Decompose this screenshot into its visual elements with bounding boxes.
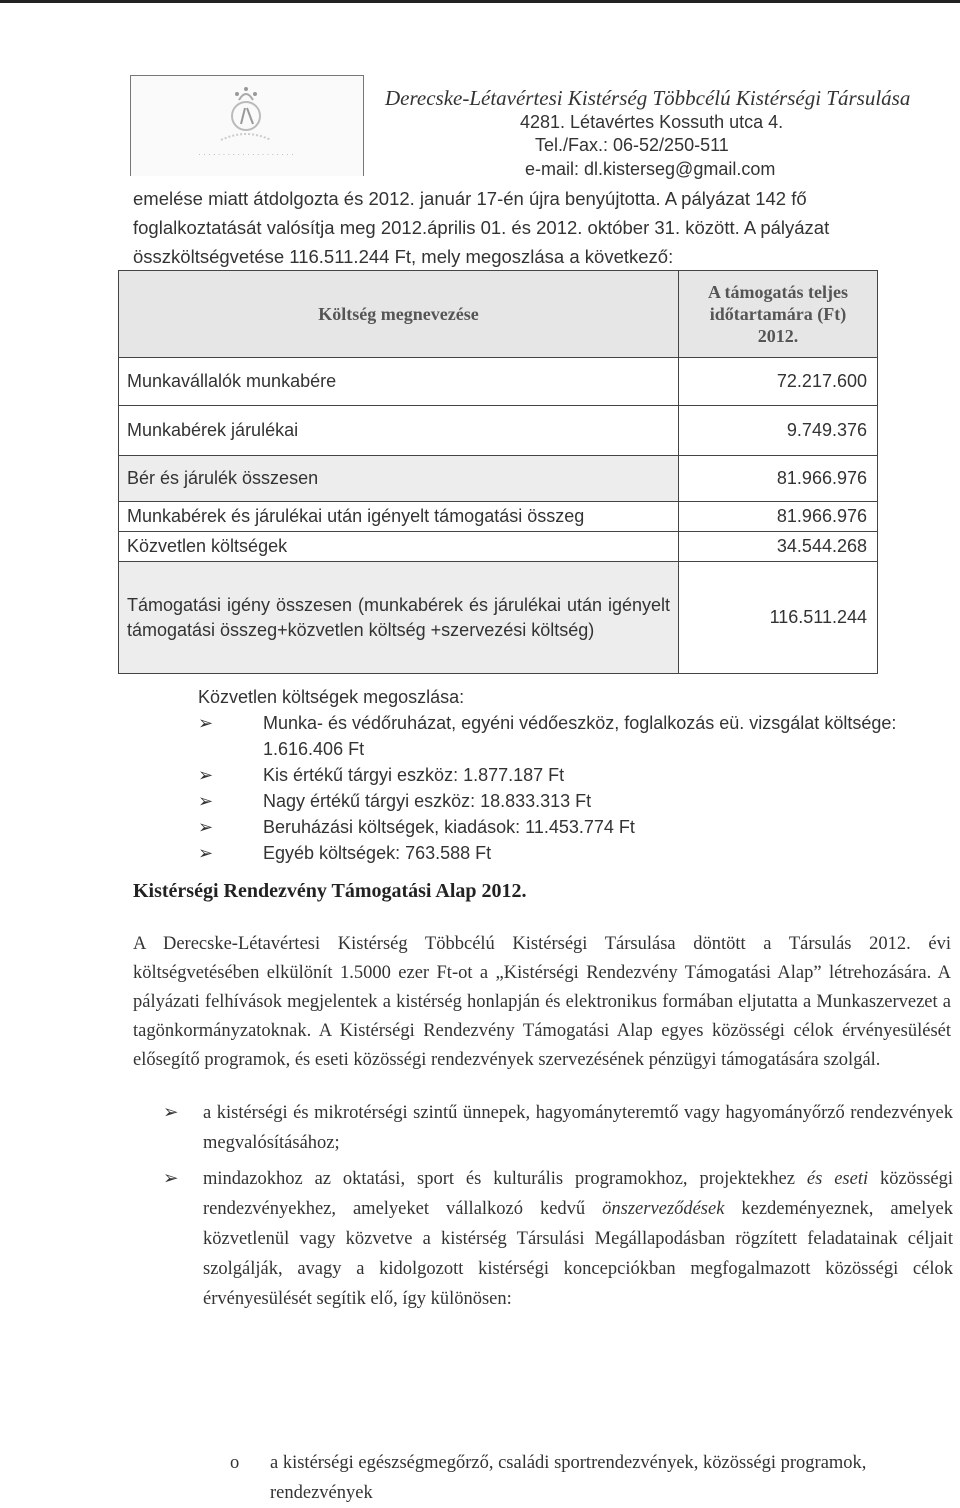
body-paragraph: A Derecske-Létavértesi Kistérség Többcélú Kistérségi Társulása döntött a Társulás 2012. évi költségvetésében elkülönít 1.5000 ezer Ft-ot a „Kistérségi Rendezvény Támogatási Alap” létrehozására. A pályázati felhívások megjelentek a kistérség honlapján és elektronikus formában eljutatta a Munkaszervezet a tagönkormányzatoknak. A Kistérségi Rendezvény Támogatási Alap egyes közösségi célok érvényesülését elősegítő programok, és eseti közösségi rendezvények szervezésének pénzügyi támogatására szolgál. [133, 934, 951, 1070]
list-item-text: Munka- és védőruházat, egyéni védőeszköz, foglalkozás eü. vizsgálat költsége: 1.616.406 Ft [263, 713, 897, 759]
table-header-row [119, 271, 878, 358]
list-item-text: Nagy értékű tárgyi eszköz: 18.833.313 Ft [263, 791, 592, 811]
period-header-line2: időtartamára (Ft) [709, 304, 847, 324]
org-address: 4281. Létavértes Kossuth utca 4. [520, 112, 784, 132]
arrow-bullet-icon: ➢ [198, 791, 214, 811]
row-label: Munkabérek járulékai [119, 406, 679, 456]
row-label: Bér és járulék összesen [119, 456, 679, 502]
breakdown-title: Közvetlen költségek megoszlása: [198, 687, 465, 707]
list-item [198, 762, 958, 788]
cost-name-header: Költség megnevezése [119, 271, 679, 358]
list-item-text: Kis értékű tárgyi eszköz: 1.877.187 Ft [263, 765, 565, 785]
arrow-bullet-icon: ➢ [198, 765, 214, 785]
row-label: Munkavállalók munkabére [119, 358, 679, 406]
table-row [119, 562, 878, 674]
table-row [119, 532, 878, 562]
org-name: Derecske-Létavértesi Kistérség Többcélú Kistérségi Társulása [385, 86, 911, 110]
item-text-part: kezdeményeznek, amelyek közvetlenül vagy közvetve a kistérség Társulási Megállapodásban rögzített feladatainak céljait szolgálják, avagy a kidolgozott kistérségi koncepciókban megfogalmazott közösségi célok érvényesülését segítik elő, így különösen: [203, 1199, 953, 1309]
list-item-text [203, 1169, 953, 1309]
list-item [198, 788, 958, 814]
list-item [163, 1164, 953, 1314]
sub-list-item [230, 1448, 956, 1508]
logo [130, 75, 364, 176]
list-item [163, 1098, 953, 1158]
row-value: 72.217.600 [679, 358, 878, 406]
row-value: 81.966.976 [679, 502, 878, 532]
table-row [119, 406, 878, 456]
list-item [198, 710, 958, 762]
row-label: Közvetlen költségek [119, 532, 679, 562]
row-label: Támogatási igény összesen (munkabérek és járulékai után igényelt támogatási összeg+közvetlen költség +szervezési költség) [119, 562, 679, 674]
item-emphasis: és eseti [806, 1169, 869, 1189]
period-header-line1: A támogatás teljes [708, 282, 848, 302]
section-heading: Kistérségi Rendezvény Támogatási Alap 2012. [133, 880, 527, 902]
list-item [198, 840, 958, 866]
arrow-bullet-icon: ➢ [198, 817, 214, 837]
item-emphasis: önszerveződések [602, 1199, 725, 1219]
table-row [119, 502, 878, 532]
circle-bullet-icon: o [230, 1453, 240, 1473]
item-text-part: közösségi rendezvényekhez, amelyeket vállalkozó kedvű [203, 1169, 953, 1219]
scan-top-edge [0, 0, 960, 3]
direct-cost-breakdown [198, 684, 958, 866]
arrow-bullet-icon: ➢ [198, 843, 214, 863]
list-item-text: Egyéb költségek: 763.588 Ft [263, 843, 492, 863]
org-phone: Tel./Fax.: 06-52/250-511 [535, 135, 729, 155]
list-item-text: Beruházási költségek, kiadások: 11.453.774 Ft [263, 817, 635, 837]
arrow-bullet-icon: ➢ [198, 713, 214, 733]
row-label: Munkabérek és járulékai után igényelt támogatási összeg [119, 502, 679, 532]
sub-list-text: a kistérségi egészségmegőrző, családi sportrendezvények, közösségi programok, rendezvények [270, 1453, 867, 1503]
row-value: 116.511.244 [679, 562, 878, 674]
logo-caption: · · · · · · · · · · · · · · · · · · · · [198, 150, 294, 159]
table-row [119, 358, 878, 406]
table-row [119, 456, 878, 502]
list-item [198, 814, 958, 840]
purpose-list [163, 1098, 953, 1314]
arrow-bullet-icon: ➢ [163, 1169, 179, 1189]
row-value: 81.966.976 [679, 456, 878, 502]
period-header [679, 271, 878, 358]
cost-table [118, 270, 878, 674]
list-item-text: a kistérségi és mikrotérségi szintű ünnepek, hagyományteremtő vagy hagyományőrző rendezvények megvalósításához; [203, 1103, 953, 1153]
row-value: 34.544.268 [679, 532, 878, 562]
row-value: 9.749.376 [679, 406, 878, 456]
period-header-year: 2012. [757, 326, 799, 346]
org-email: e-mail: dl.kisterseg@gmail.com [525, 159, 776, 179]
logo-figure-icon [201, 80, 291, 150]
item-text-part: mindazokhoz az oktatási, sport és kulturális programokhoz, projektekhez [203, 1169, 807, 1189]
intro-paragraph: emelése miatt átdolgozta és 2012. január 17-én újra benyújtotta. A pályázat 142 fő foglalkoztatását valósítja meg 2012.április 01. és 2012. október 31. között. A pályázat összköltségvetése 116.511.244 Ft, mely megoszlása a következő: [133, 188, 830, 267]
arrow-bullet-icon: ➢ [163, 1103, 179, 1123]
